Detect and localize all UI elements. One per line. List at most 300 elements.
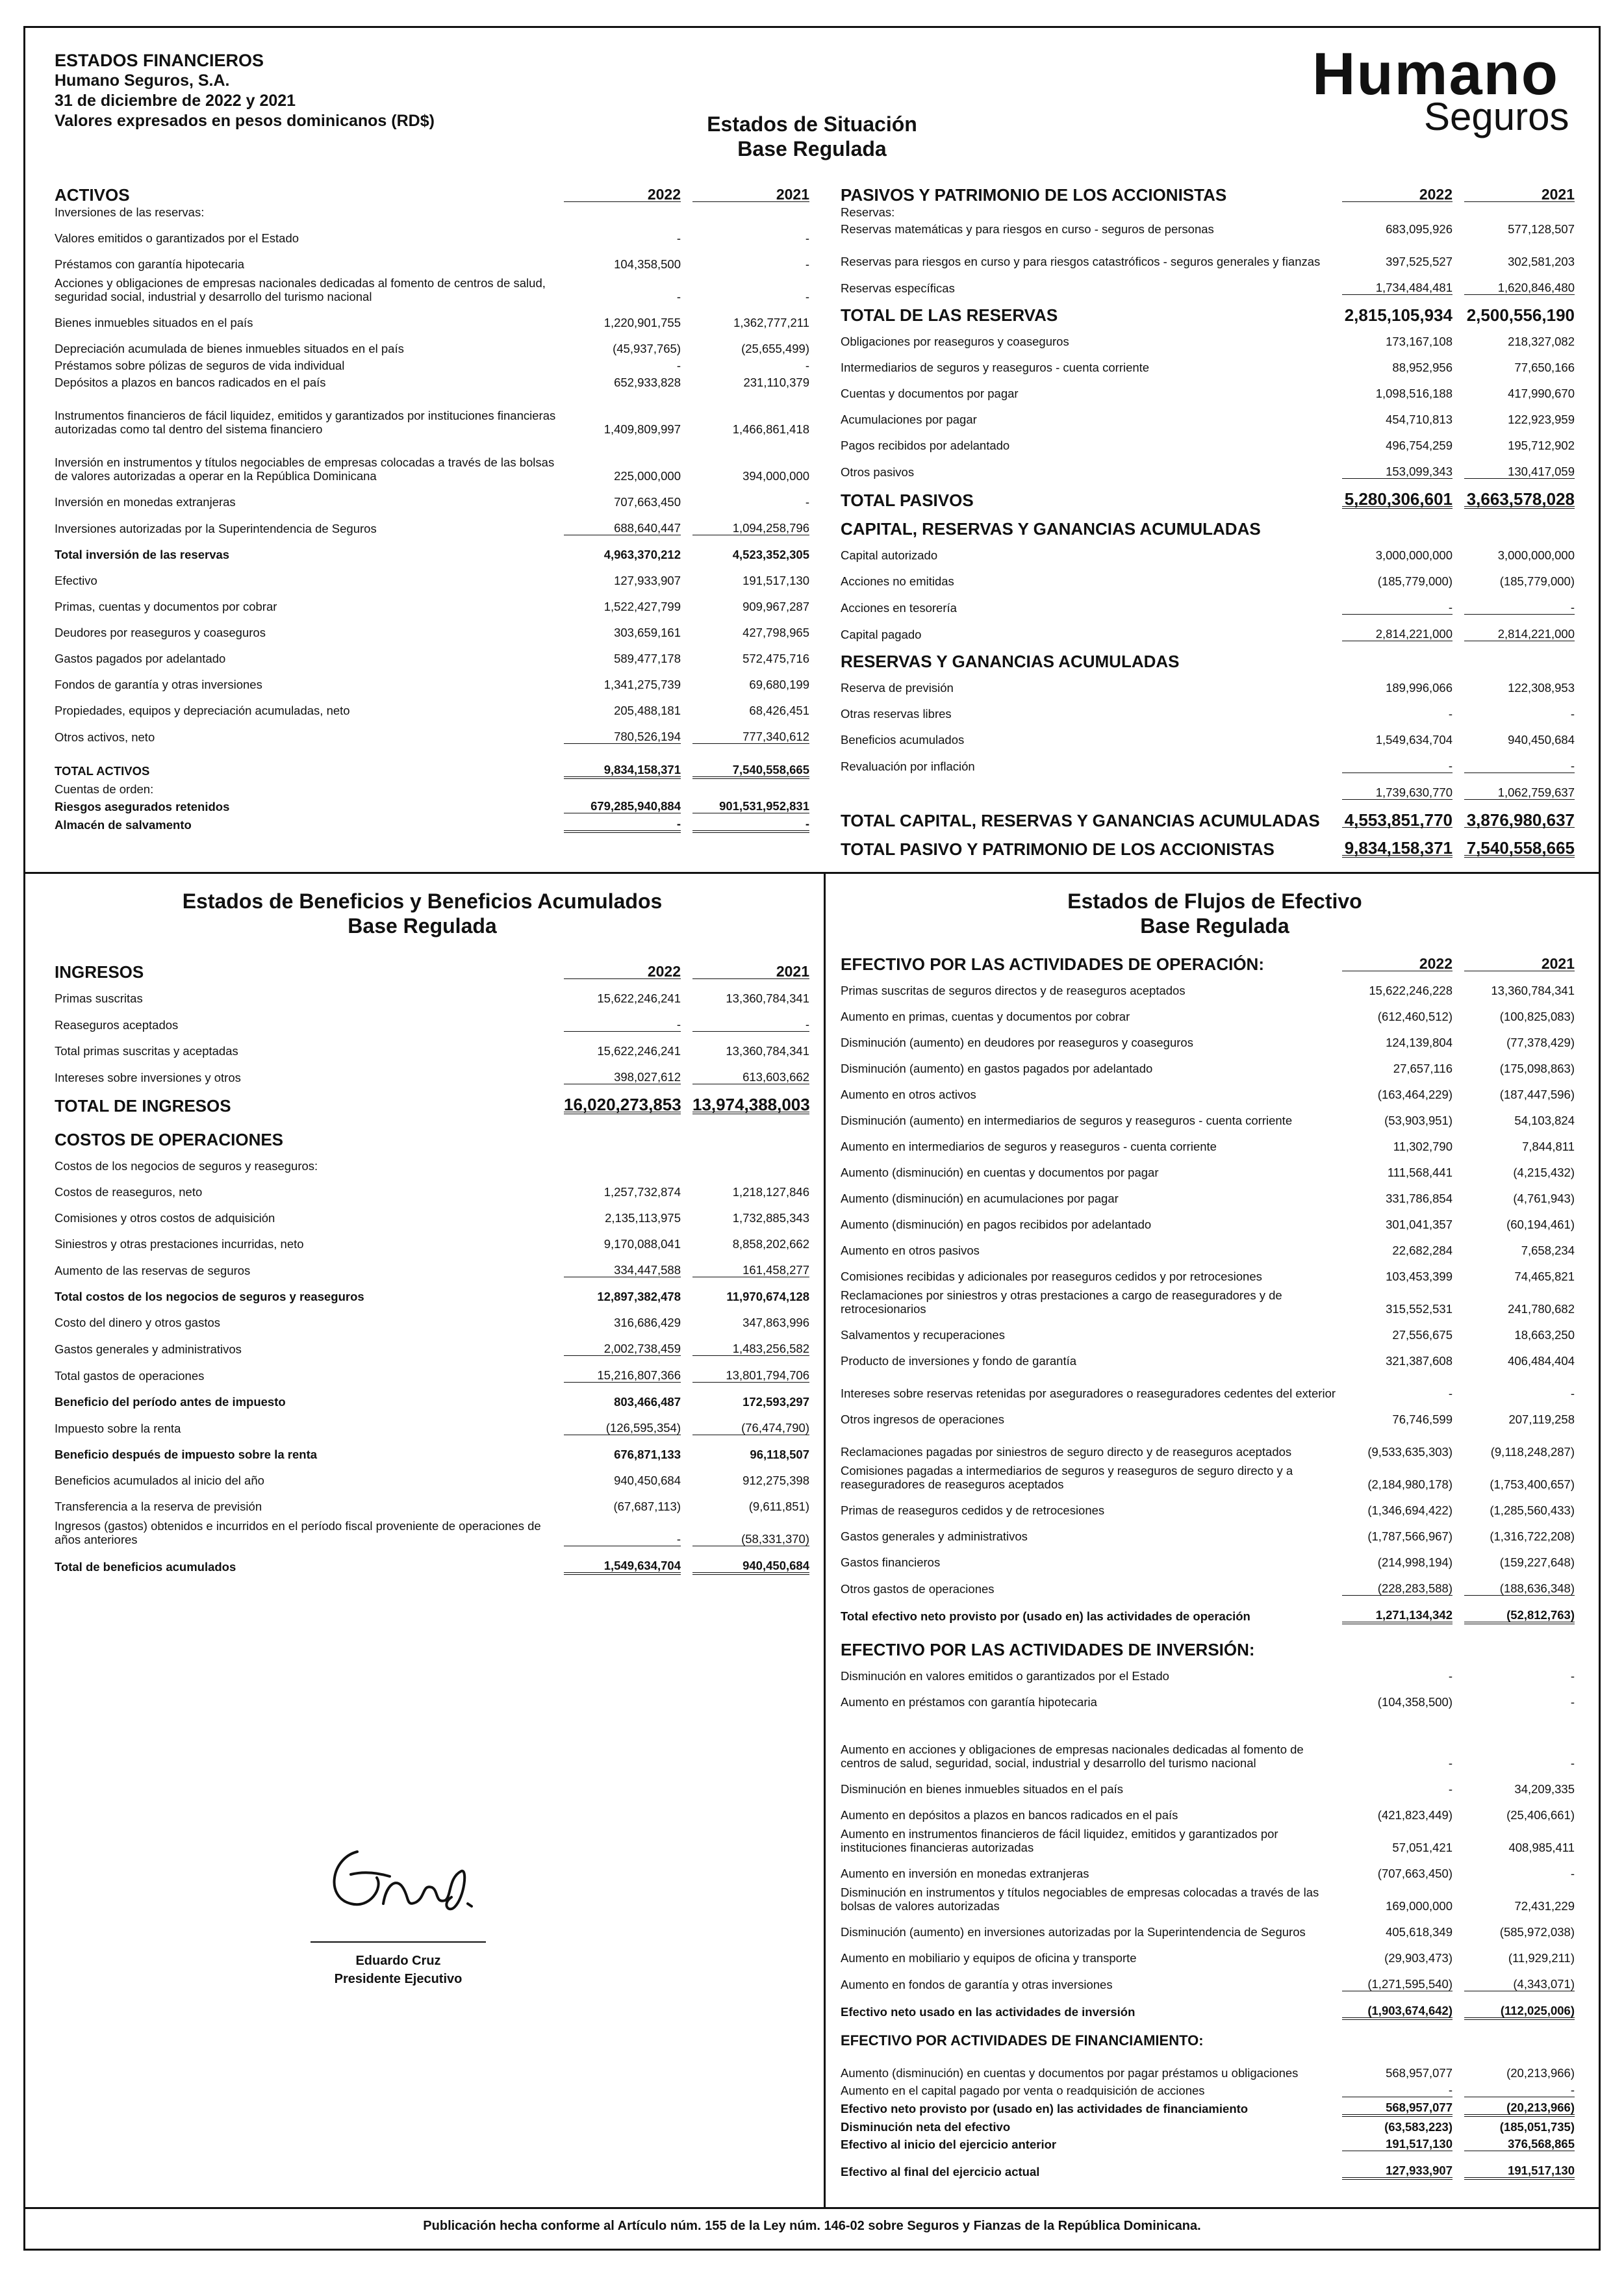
value-2022: 652,933,828 bbox=[614, 376, 681, 389]
table-row bbox=[841, 1491, 1575, 1517]
value-2021: - bbox=[1570, 1695, 1575, 1709]
table-row bbox=[55, 245, 809, 271]
company-name: Humano Seguros, S.A. bbox=[55, 71, 230, 90]
value-2021: 7,844,811 bbox=[1522, 1140, 1575, 1153]
row-label: Gastos financieros bbox=[841, 1555, 941, 1569]
value-2022: 88,952,956 bbox=[1392, 361, 1453, 374]
value-2021: 347,863,996 bbox=[742, 1316, 809, 1329]
value-2022: 9,834,158,371 bbox=[564, 744, 681, 778]
value-2021: 909,967,287 bbox=[742, 600, 809, 613]
value-2021: (585,972,038) bbox=[1499, 1925, 1575, 1939]
row-label: Salvamentos y recuperaciones bbox=[841, 1328, 1005, 1342]
value-2021: 427,798,965 bbox=[742, 626, 809, 639]
table-row bbox=[841, 1023, 1575, 1049]
year-2022: 2022 bbox=[1342, 174, 1453, 202]
row-label: Aumento (disminución) en cuentas y documentos por pagar préstamos u obligaciones bbox=[841, 2066, 1299, 2080]
logo-sub: Seguros bbox=[1424, 95, 1569, 138]
value-2022: 676,871,133 bbox=[614, 1448, 681, 1461]
table-row bbox=[55, 1435, 809, 1462]
table-row bbox=[55, 796, 809, 813]
value-2021: (9,611,851) bbox=[748, 1500, 809, 1513]
situacion-title bbox=[650, 112, 974, 161]
gap bbox=[681, 245, 692, 271]
row-label: EFECTIVO POR LAS ACTIVIDADES DE INVERSIÓN: bbox=[841, 1640, 1255, 1659]
value-2021: (20,213,966) bbox=[1506, 2066, 1575, 2080]
value-2021: 1,466,861,418 bbox=[732, 422, 809, 436]
value-2022: 15,622,246,228 bbox=[1369, 984, 1453, 997]
value-2021 bbox=[1464, 1623, 1575, 1657]
value-2021: 74,465,821 bbox=[1514, 1270, 1575, 1283]
gap bbox=[681, 219, 692, 245]
value-2022: 707,663,450 bbox=[614, 495, 681, 509]
value-2021 bbox=[1464, 202, 1575, 220]
value-2022: 15,216,807,366 bbox=[564, 1356, 681, 1383]
value-2022: (228,283,588) bbox=[1342, 1569, 1453, 1596]
gap bbox=[681, 271, 692, 303]
table-row bbox=[841, 641, 1575, 669]
row-label: Primas suscritas de seguros directos y de reaseguros aceptados bbox=[841, 984, 1186, 997]
beneficios-table bbox=[55, 951, 809, 1575]
value-2022: - bbox=[1448, 1386, 1453, 1400]
value-2022 bbox=[564, 778, 681, 796]
value-2021: (1,285,560,433) bbox=[1490, 1503, 1575, 1517]
footer-divider bbox=[23, 2207, 1601, 2209]
table-row bbox=[841, 295, 1575, 323]
gap bbox=[1453, 1880, 1464, 1913]
table-row bbox=[55, 271, 809, 303]
value-2021: 7,540,558,665 bbox=[692, 744, 809, 778]
table-row bbox=[841, 2047, 1575, 2080]
row-label: Intereses sobre inversiones y otros bbox=[55, 1070, 241, 1084]
row-label: Instrumentos financieros de fácil liquidez, emitidos y garantizados por instituciones financieras autorizadas como tal dentro del sistema financiero bbox=[55, 409, 556, 436]
value-2021: 1,483,256,582 bbox=[692, 1329, 809, 1356]
row-label: Capital pagado bbox=[841, 627, 922, 641]
value-2021: (25,655,499) bbox=[741, 342, 809, 355]
gap bbox=[1453, 507, 1464, 536]
value-2022 bbox=[1342, 1623, 1453, 1657]
table-row bbox=[55, 1084, 809, 1114]
table-row bbox=[55, 483, 809, 509]
value-2021: 577,128,507 bbox=[1508, 222, 1575, 236]
value-2022: 189,996,066 bbox=[1386, 681, 1453, 695]
table-row bbox=[55, 665, 809, 691]
gap bbox=[1453, 295, 1464, 323]
value-2021: 191,517,130 bbox=[742, 574, 809, 587]
gap bbox=[1453, 1770, 1464, 1796]
row-label: Acciones en tesorería bbox=[841, 600, 957, 615]
header-title: ESTADOS FINANCIEROS bbox=[55, 51, 264, 70]
row-label: Ingresos (gastos) obtenidos e incurridos en el período fiscal proveniente de operaciones de años anteriores bbox=[55, 1518, 541, 1546]
value-2022: 780,526,194 bbox=[564, 717, 681, 744]
value-2022: 27,556,675 bbox=[1392, 1328, 1453, 1342]
table-row bbox=[55, 509, 809, 535]
table-row bbox=[841, 1709, 1575, 1770]
table-row bbox=[841, 1075, 1575, 1101]
pasivos-table bbox=[841, 174, 1575, 858]
row-label: Efectivo neto provisto por (usado en) las actividades de financiamiento bbox=[841, 2102, 1249, 2115]
value-2022: 3,000,000,000 bbox=[1375, 548, 1453, 562]
table-header-row bbox=[841, 943, 1575, 971]
value-2022: 2,814,221,000 bbox=[1342, 615, 1453, 641]
gap bbox=[1453, 202, 1464, 220]
value-2022: 1,341,275,739 bbox=[603, 678, 681, 691]
gap bbox=[1453, 374, 1464, 400]
row-label: Otros ingresos de operaciones bbox=[841, 1412, 1004, 1426]
value-2021: 18,663,250 bbox=[1514, 1328, 1575, 1342]
table-row bbox=[55, 1546, 809, 1574]
table-row bbox=[841, 588, 1575, 615]
row-label: Costos de los negocios de seguros y reaseguros: bbox=[55, 1159, 318, 1173]
gap bbox=[1453, 1491, 1464, 1517]
table-row bbox=[55, 1303, 809, 1329]
section-heading: PASIVOS Y PATRIMONIO DE LOS ACCIONISTAS bbox=[841, 185, 1227, 205]
flujos-table bbox=[841, 943, 1575, 2180]
value-2022: (29,903,473) bbox=[1384, 1951, 1453, 1965]
row-label: Beneficios acumulados bbox=[841, 733, 965, 747]
gap bbox=[681, 535, 692, 562]
value-2022: 496,754,259 bbox=[1386, 439, 1453, 452]
value-2022: - bbox=[1448, 1782, 1453, 1796]
value-2022: 405,618,349 bbox=[1386, 1925, 1453, 1939]
value-2022: 2,815,105,934 bbox=[1344, 305, 1453, 325]
gap bbox=[1453, 562, 1464, 588]
value-2022: 321,387,608 bbox=[1386, 1354, 1453, 1368]
row-label: Total gastos de operaciones bbox=[55, 1368, 205, 1383]
row-label: Reservas: bbox=[841, 205, 895, 219]
gap bbox=[681, 1513, 692, 1546]
gap bbox=[1453, 268, 1464, 295]
gap bbox=[681, 1084, 692, 1114]
value-2021: 7,658,234 bbox=[1521, 1244, 1575, 1257]
table-row bbox=[55, 587, 809, 613]
row-label: TOTAL PASIVOS bbox=[841, 491, 974, 510]
value-2021: 901,531,952,831 bbox=[692, 796, 809, 813]
row-label: Aumento en intermediarios de seguros y reaseguros - cuenta corriente bbox=[841, 1140, 1217, 1153]
year-2022: 2022 bbox=[564, 951, 681, 979]
value-2021: 13,360,784,341 bbox=[726, 991, 809, 1005]
humano-logo bbox=[1312, 41, 1569, 138]
activos-table bbox=[55, 174, 809, 833]
year-2022: 2022 bbox=[564, 174, 681, 202]
value-2022: - bbox=[564, 1513, 681, 1546]
gap bbox=[1453, 400, 1464, 426]
value-2022: 1,522,427,799 bbox=[603, 600, 681, 613]
row-label: Reservas matemáticas y para riesgos en curso - seguros de personas bbox=[841, 222, 1214, 236]
value-2022: 103,453,399 bbox=[1386, 1270, 1453, 1283]
row-label: Total costos de los negocios de seguros y reaseguros bbox=[55, 1290, 364, 1303]
row-label bbox=[841, 773, 1342, 800]
value-2022: 568,957,077 bbox=[1386, 2066, 1453, 2080]
beneficios-title bbox=[78, 889, 767, 938]
value-2022: - bbox=[676, 359, 681, 372]
value-2021 bbox=[1464, 2019, 1575, 2047]
row-label: Total primas suscritas y aceptadas bbox=[55, 1044, 238, 1058]
row-label: Primas suscritas bbox=[55, 991, 143, 1005]
row-label: Aumento en primas, cuentas y documentos por cobrar bbox=[841, 1010, 1130, 1023]
table-row bbox=[55, 717, 809, 744]
table-row bbox=[55, 535, 809, 562]
value-2022: 568,957,077 bbox=[1342, 2097, 1453, 2116]
gap bbox=[681, 1173, 692, 1199]
row-label: EFECTIVO POR ACTIVIDADES DE FINANCIAMIENTO: bbox=[841, 2032, 1204, 2049]
value-2022: 334,447,588 bbox=[564, 1251, 681, 1277]
value-2022: - bbox=[1342, 2080, 1453, 2097]
signatory bbox=[286, 1952, 511, 1988]
table-row bbox=[841, 747, 1575, 773]
value-2021: 191,517,130 bbox=[1464, 2151, 1575, 2179]
value-2021: - bbox=[1570, 1867, 1575, 1880]
value-2021: (58,331,370) bbox=[692, 1513, 809, 1546]
gap bbox=[1453, 971, 1464, 998]
row-label: Valores emitidos o garantizados por el Estado bbox=[55, 231, 299, 245]
value-2021: (185,779,000) bbox=[1499, 574, 1575, 588]
value-2021: 130,417,059 bbox=[1464, 452, 1575, 479]
row-label: Disminución (aumento) en intermediarios de seguros y reaseguros - cuenta corriente bbox=[841, 1114, 1293, 1127]
table-row bbox=[841, 400, 1575, 426]
table-row bbox=[55, 1383, 809, 1409]
value-2022: 316,686,429 bbox=[614, 1316, 681, 1329]
row-label: Costo del dinero y otros gastos bbox=[55, 1316, 221, 1329]
footer-note: Publicación hecha conforme al Artículo núm. 155 de la Ley núm. 146-02 sobre Seguros y Fianzas de la República Dominicana. bbox=[423, 2219, 1201, 2233]
value-2021: (4,343,071) bbox=[1464, 1965, 1575, 1991]
value-2021: 231,110,379 bbox=[743, 376, 809, 389]
value-2021: - bbox=[1570, 1669, 1575, 1683]
value-2022: 5,280,306,601 bbox=[1342, 479, 1453, 508]
table-row bbox=[841, 695, 1575, 721]
value-2021: 1,362,777,211 bbox=[733, 316, 809, 329]
gap bbox=[1453, 452, 1464, 479]
table-row bbox=[841, 507, 1575, 536]
value-2022: 4,553,851,770 bbox=[1342, 800, 1453, 828]
value-2022: (45,937,765) bbox=[613, 342, 681, 355]
table-row bbox=[841, 971, 1575, 998]
table-row bbox=[841, 1657, 1575, 1683]
value-2022: (612,460,512) bbox=[1377, 1010, 1453, 1023]
column-divider bbox=[824, 872, 826, 2207]
table-row bbox=[55, 1225, 809, 1251]
row-label: Otros activos, neto bbox=[55, 730, 155, 744]
value-2022: (163,464,229) bbox=[1377, 1088, 1453, 1101]
value-2021: (60,194,461) bbox=[1506, 1218, 1575, 1231]
row-label: TOTAL DE INGRESOS bbox=[55, 1096, 231, 1116]
row-label: Pagos recibidos por adelantado bbox=[841, 439, 1010, 452]
value-2022: - bbox=[1342, 747, 1453, 773]
value-2022 bbox=[564, 1113, 681, 1147]
table-row bbox=[841, 615, 1575, 641]
gap bbox=[1453, 479, 1464, 508]
row-label: TOTAL CAPITAL, RESERVAS Y GANANCIAS ACUMULADAS bbox=[841, 810, 1320, 830]
gap bbox=[681, 1409, 692, 1435]
gap bbox=[681, 778, 692, 796]
row-label: Primas de reaseguros cedidos y de retrocesiones bbox=[841, 1503, 1105, 1517]
gap bbox=[1453, 1569, 1464, 1596]
gap bbox=[1453, 1205, 1464, 1231]
table-row bbox=[841, 1683, 1575, 1709]
gap bbox=[681, 691, 692, 717]
value-2022: 57,051,421 bbox=[1392, 1841, 1453, 1854]
table-row bbox=[55, 1329, 809, 1356]
table-row bbox=[55, 1356, 809, 1383]
row-label: CAPITAL, RESERVAS Y GANANCIAS ACUMULADAS bbox=[841, 519, 1261, 539]
row-label: Riesgos asegurados retenidos bbox=[55, 799, 230, 813]
value-2021: - bbox=[1464, 747, 1575, 773]
value-2022: 1,220,901,755 bbox=[603, 316, 681, 329]
value-2021: (159,227,648) bbox=[1499, 1555, 1575, 1569]
table-row bbox=[841, 374, 1575, 400]
table-row bbox=[55, 639, 809, 665]
gap bbox=[1453, 1368, 1464, 1400]
row-label: Cuentas de orden: bbox=[55, 782, 154, 796]
row-label: Total efectivo neto provisto por (usado en) las actividades de operación bbox=[841, 1609, 1250, 1623]
row-label: Aumento de las reservas de seguros bbox=[55, 1263, 251, 1277]
gap bbox=[1453, 1657, 1464, 1683]
value-2021: 8,858,202,662 bbox=[732, 1237, 809, 1251]
gap bbox=[681, 1277, 692, 1304]
gap bbox=[681, 1303, 692, 1329]
gap bbox=[681, 509, 692, 535]
value-2021: (25,406,661) bbox=[1506, 1808, 1575, 1822]
table-row bbox=[841, 1569, 1575, 1596]
gap bbox=[681, 1461, 692, 1487]
gap bbox=[1453, 773, 1464, 800]
table-row bbox=[841, 426, 1575, 452]
value-2021: (100,825,083) bbox=[1499, 1010, 1575, 1023]
value-2021: 68,426,451 bbox=[749, 704, 809, 717]
value-2021: (11,929,211) bbox=[1508, 1951, 1575, 1965]
table-row bbox=[841, 322, 1575, 348]
gap bbox=[681, 1225, 692, 1251]
gap bbox=[1453, 695, 1464, 721]
gap bbox=[1453, 1939, 1464, 1965]
table-row bbox=[841, 1822, 1575, 1854]
gap bbox=[681, 202, 692, 220]
value-2021 bbox=[692, 1113, 809, 1147]
value-2021: 122,308,953 bbox=[1508, 681, 1575, 695]
beneficios-title-line1: Estados de Beneficios y Beneficios Acumulados bbox=[182, 889, 663, 913]
table-row bbox=[841, 997, 1575, 1023]
row-label: Revaluación por inflación bbox=[841, 759, 975, 773]
value-2021: (4,215,432) bbox=[1513, 1166, 1575, 1179]
value-2022: (2,184,980,178) bbox=[1367, 1477, 1453, 1491]
table-row bbox=[841, 268, 1575, 295]
table-row bbox=[841, 1283, 1575, 1316]
row-label: Bienes inmuebles situados en el país bbox=[55, 316, 253, 329]
gap bbox=[1453, 1257, 1464, 1283]
value-2021: 2,500,556,190 bbox=[1466, 305, 1575, 325]
table-row bbox=[841, 669, 1575, 695]
gap bbox=[681, 372, 692, 389]
row-label: Siniestros y otras prestaciones incurridas, neto bbox=[55, 1237, 304, 1251]
row-label: Aumento en fondos de garantía y otras inversiones bbox=[841, 1977, 1113, 1991]
value-2022: 9,170,088,041 bbox=[603, 1237, 681, 1251]
value-2021: - bbox=[1464, 2080, 1575, 2097]
gap bbox=[681, 613, 692, 639]
value-2021: 13,360,784,341 bbox=[726, 1044, 809, 1058]
gap bbox=[1453, 426, 1464, 452]
value-2021: 241,780,682 bbox=[1508, 1302, 1575, 1316]
value-2022: 940,450,684 bbox=[614, 1474, 681, 1487]
value-2022: (9,533,635,303) bbox=[1367, 1445, 1453, 1459]
value-2021: 302,581,203 bbox=[1508, 255, 1575, 268]
value-2021: 96,118,507 bbox=[750, 1448, 809, 1461]
row-label: Primas, cuentas y documentos por cobrar bbox=[55, 600, 277, 613]
row-label: Reclamaciones por siniestros y otras prestaciones a cargo de reaseguradores y de retrocesionarios bbox=[841, 1288, 1282, 1316]
gap bbox=[681, 796, 692, 813]
table-row bbox=[55, 691, 809, 717]
value-2022: - bbox=[1448, 707, 1453, 721]
table-row bbox=[55, 1058, 809, 1084]
document-header bbox=[55, 51, 435, 131]
row-label: Producto de inversiones y fondo de garantía bbox=[841, 1354, 1077, 1368]
row-label: Inversiones de las reservas: bbox=[55, 205, 205, 219]
value-2022: 303,659,161 bbox=[614, 626, 681, 639]
value-2021: (187,447,596) bbox=[1499, 1088, 1575, 1101]
gap bbox=[1453, 997, 1464, 1023]
value-2022: 301,041,357 bbox=[1386, 1218, 1453, 1231]
gap bbox=[1453, 174, 1464, 202]
row-label: Aumento (disminución) en cuentas y documentos por pagar bbox=[841, 1166, 1159, 1179]
value-2022: (1,271,595,540) bbox=[1342, 1965, 1453, 1991]
table-row bbox=[841, 452, 1575, 479]
value-2021: 394,000,000 bbox=[742, 469, 809, 483]
table-row bbox=[55, 1461, 809, 1487]
gap bbox=[681, 329, 692, 355]
value-2021: (112,025,006) bbox=[1464, 1991, 1575, 2019]
value-2021: - bbox=[1570, 707, 1575, 721]
row-label: Comisiones y otros costos de adquisición bbox=[55, 1211, 275, 1225]
gap bbox=[1453, 2019, 1464, 2047]
value-2022: 803,466,487 bbox=[614, 1395, 681, 1409]
signatory-title: Presidente Ejecutivo bbox=[334, 1972, 463, 1986]
value-2021: (77,378,429) bbox=[1506, 1036, 1575, 1049]
value-2021: 2,814,221,000 bbox=[1464, 615, 1575, 641]
gap bbox=[681, 979, 692, 1006]
value-2021: 940,450,684 bbox=[1508, 733, 1575, 747]
table-row bbox=[55, 1032, 809, 1058]
value-2022: 679,285,940,884 bbox=[564, 796, 681, 813]
value-2022: (214,998,194) bbox=[1377, 1555, 1453, 1569]
row-label: Fondos de garantía y otras inversiones bbox=[55, 678, 262, 691]
gap bbox=[1453, 1543, 1464, 1569]
value-2022: 12,897,382,478 bbox=[597, 1290, 681, 1303]
value-2022: 76,746,599 bbox=[1392, 1412, 1453, 1426]
row-label: Acciones y obligaciones de empresas nacionales dedicadas al fomento de centros de salud, seguridad social, industrial y desarrollo del turismo nacional bbox=[55, 276, 546, 303]
table-row bbox=[841, 1049, 1575, 1075]
value-2021: 417,990,670 bbox=[1508, 387, 1575, 400]
gap bbox=[681, 355, 692, 372]
row-label: Préstamos con garantía hipotecaria bbox=[55, 257, 245, 271]
gap bbox=[1453, 1426, 1464, 1459]
row-label: Disminución (aumento) en gastos pagados por adelantado bbox=[841, 1062, 1153, 1075]
value-2022: 1,098,516,188 bbox=[1375, 387, 1453, 400]
value-2022: 22,682,284 bbox=[1392, 1244, 1453, 1257]
table-row bbox=[55, 1173, 809, 1199]
table-row bbox=[841, 2115, 1575, 2134]
value-2022: (67,687,113) bbox=[613, 1500, 681, 1513]
gap bbox=[1453, 1342, 1464, 1368]
value-2021: 13,360,784,341 bbox=[1491, 984, 1575, 997]
table-row bbox=[55, 1409, 809, 1435]
table-row bbox=[841, 1991, 1575, 2019]
table-row bbox=[841, 1913, 1575, 1939]
row-label: Efectivo bbox=[55, 574, 97, 587]
row-label: Disminución (aumento) en deudores por reaseguros y coaseguros bbox=[841, 1036, 1193, 1049]
row-label: TOTAL PASIVO Y PATRIMONIO DE LOS ACCIONISTAS bbox=[841, 839, 1275, 859]
gap bbox=[1453, 219, 1464, 236]
value-2022: - bbox=[1448, 1756, 1453, 1770]
row-label: Obligaciones por reaseguros y coaseguros bbox=[841, 335, 1069, 348]
value-2022: 1,409,809,997 bbox=[603, 422, 681, 436]
